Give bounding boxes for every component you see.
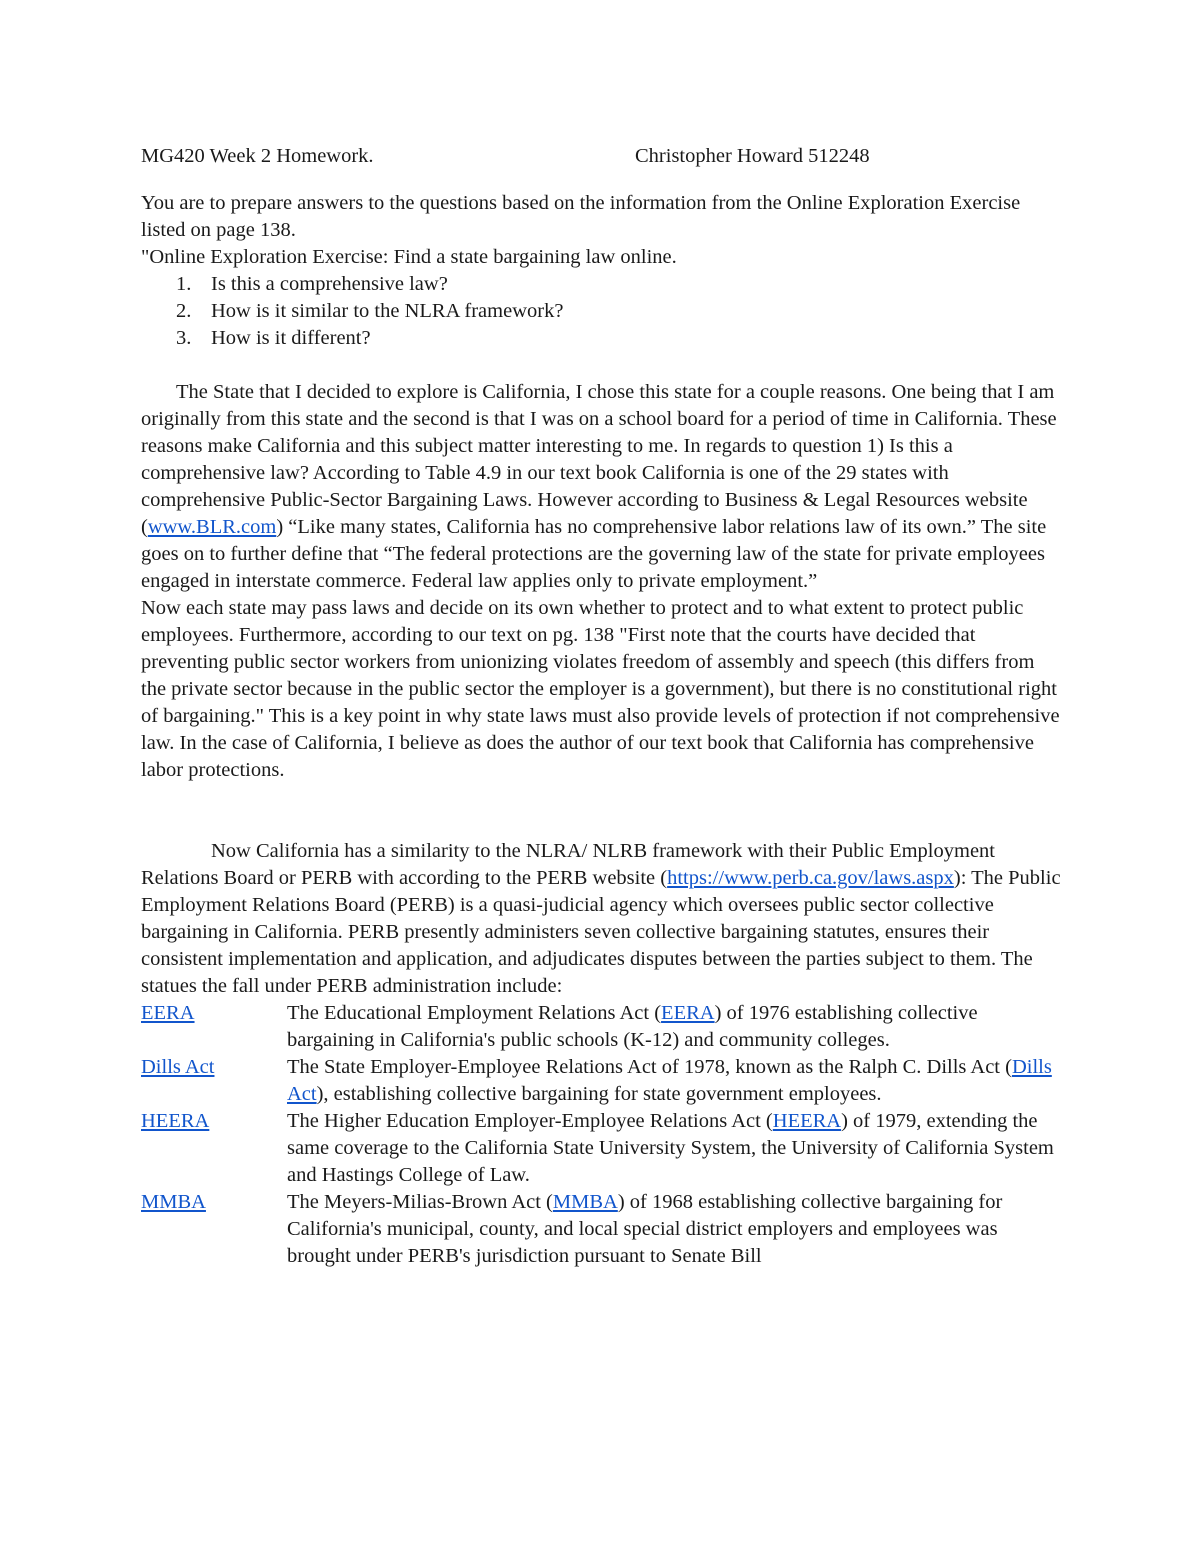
statute-description: The Higher Education Employer-Employee Relations Act (HEERA) of 1979, extending the same coverage to the California State University System, the University of California System and Hastings College of Law. [287,1110,1054,1186]
intro-paragraph: You are to prepare answers to the questions based on the information from the Online Exploration Exercise listed on page 138. [141,192,1021,241]
statute-description: The State Employer-Employee Relations Act of 1978, known as the Ralph C. Dills Act (Dills Act), establishing collective bargaining for state government employees. [287,1056,1052,1105]
heera-inline-link[interactable]: HEERA [772,1110,842,1132]
document-header [141,143,1061,170]
statute-list [141,1000,1061,1270]
statute-description: The Meyers-Milias-Brown Act (MMBA) of 1968 establishing collective bargaining for California's municipal, county, and local special district employers and employees was brought under PERB's jurisdiction pursuant to Senate Bill [287,1191,1003,1267]
eera-inline-link[interactable]: EERA [661,1002,715,1024]
statute-row-eera [141,1000,1061,1054]
list-item: 1. Is this a comprehensive law? [176,273,448,295]
paragraph-public-employees: Now each state may pass laws and decide on its own whether to protect and to what extent to protect public employees. Furthermore, according to our text on pg. 138 "First note that the courts have decided that preventing public sector workers from unionizing violates freedom of assembly and speech (this differs from the private sector because in the public sector the employer is a government), but there is no constitutional right of bargaining." This is a key point in why state laws must also provide levels of protection if not comprehensive law. In the case of California, I believe as does the author of our text book that California has comprehensive labor protections. [141,597,1060,781]
mmba-link[interactable]: MMBA [141,1191,206,1213]
document-body [141,143,1061,1270]
paragraph-california: The State that I decided to explore is California, I chose this state for a couple reasons. One being that I am originally from this state and the second is that I was on a school board for a period of time in California. These reasons make California and this subject matter interesting to me. In regards to question 1) Is this a comprehensive law? According to Table 4.9 in our text book California is one of the 29 states with comprehensive Public-Sector Bargaining Laws. However according to Business & Legal Resources website (www.BLR.com) “Like many states, California has no comprehensive labor relations law of its own.” The site goes on to further define that “The federal protections are the governing law of the state for private employees engaged in interstate commerce. Federal law applies only to private employment.” [141,381,1057,592]
blr-link[interactable]: www.BLR.com [147,516,277,538]
perb-link[interactable]: https://www.perb.ca.gov/laws.aspx [667,867,954,889]
assignment-title: MG420 Week 2 Homework. [141,145,374,167]
list-item: 2. How is it similar to the NLRA framework? [176,300,564,322]
question-list [141,271,1061,352]
list-item: 3. How is it different? [176,327,371,349]
exercise-line: "Online Exploration Exercise: Find a state bargaining law online. [141,246,677,268]
paragraph-perb: Now California has a similarity to the NLRA/ NLRB framework with their Public Employment Relations Board or PERB with according to the PERB website (https://www.perb.ca.gov/laws.aspx): The Public Employment Relations Board (PERB) is a quasi-judicial agency which oversees public sector collective bargaining in California. PERB presently administers seven collective bargaining statutes, ensures their consistent implementation and application, and adjudicates disputes between the parties subject to them. The statues the fall under PERB administration include: [141,840,1061,997]
statute-description: The Educational Employment Relations Act (EERA) of 1976 establishing collective bargaining in California's public schools (K-12) and community colleges. [287,1002,978,1051]
mmba-inline-link[interactable]: MMBA [552,1191,618,1213]
statute-row-heera [141,1108,1061,1189]
dills-act-link[interactable]: Dills Act [141,1056,215,1078]
heera-link[interactable]: HEERA [141,1110,210,1132]
student-name-id: Christopher Howard 512248 [635,145,870,167]
dills-act-inline-link[interactable]: Dills Act [287,1056,1052,1105]
statute-row-mmba [141,1189,1061,1270]
eera-link[interactable]: EERA [141,1002,195,1024]
statute-row-dills-act [141,1054,1061,1108]
